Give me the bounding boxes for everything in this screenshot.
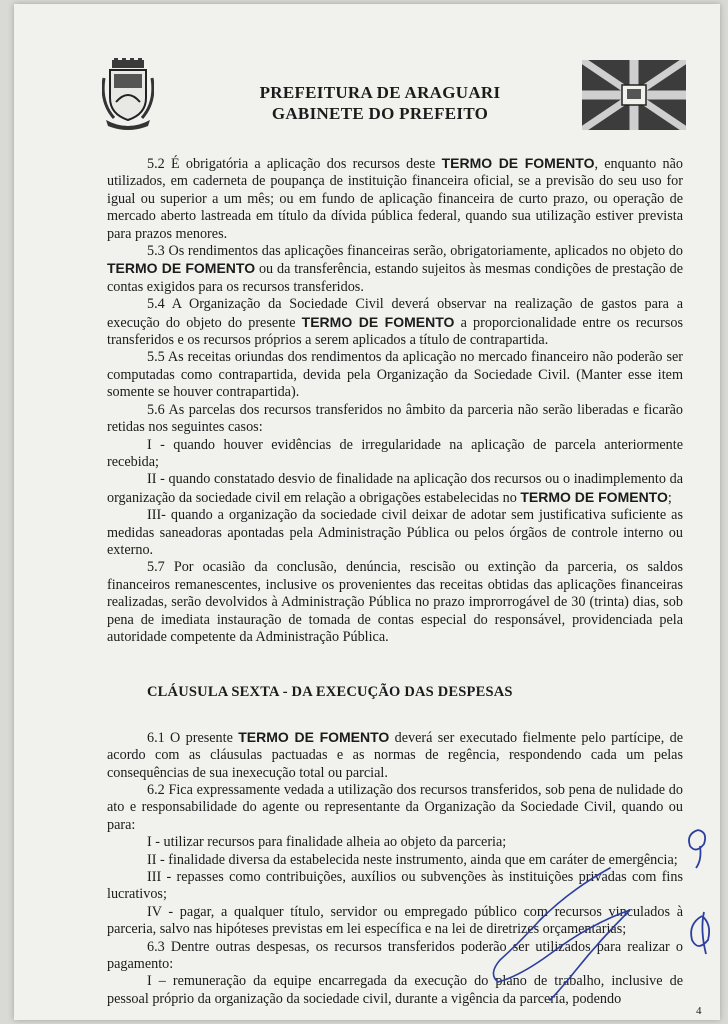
paragraph-5-4 bbox=[107, 296, 683, 349]
letterhead-line-2: GABINETE DO PREFEITO bbox=[271, 104, 489, 123]
paragraph-5-3-text-a: 5.3 Os rendimentos das aplicações financeiras serão, obrigatoriamente, aplicados no objeto do bbox=[147, 243, 683, 260]
item-5-6-ii-text-a: II - quando constatado desvio de finalidade na aplicação dos recursos ou o inadimplemento da organização da sociedade civil em relação a obrigações estabelecidas no bbox=[107, 471, 683, 506]
coat-of-arms-icon bbox=[102, 58, 154, 130]
paragraph-6-1 bbox=[107, 729, 683, 782]
paragraph-6-1-text-b: deverá ser executado fielmente pelo partícipe, de acordo com as cláusulas pactuadas e as normas de regência, respondendo cada um pelas consequências de sua inexecução total ou parcial. bbox=[107, 729, 683, 781]
paragraph-5-7: 5.7 Por ocasião da conclusão, denúncia, rescisão ou extinção da parceria, os saldos financeiros remanescentes, inclusive os provenientes das receitas obtidas das aplicações financeiras realizadas, serão devolvidos à Administração Pública no prazo improrrogável de 30 (trinta) dias, sob pena de imediata instauração de tomada de contas especial do responsável, providenciada pela autoridade competente da Administração Pública. bbox=[107, 559, 683, 645]
paragraph-5-4-text-a: 5.4 A Organização da Sociedade Civil deverá observar na realização de gastos para a execução do objeto do presente bbox=[107, 296, 683, 331]
letterhead-title bbox=[210, 82, 550, 124]
paragraph-6-1-text-a: 6.1 O presente bbox=[147, 729, 239, 746]
item-5-6-ii-text-b: ; bbox=[667, 489, 672, 506]
item-6-2-iv: IV - pagar, a qualquer título, servidor ou empregado público com recursos vinculados à parceria, salvo nas hipóteses previstas em lei específica e na lei de diretrizes orçamentárias; bbox=[107, 903, 683, 938]
paragraph-5-2-text-b: , enquanto não utilizados, em caderneta de poupança de instituição financeira oficial, se a previsão do seu uso for igual ou superior a um mês; ou em fundo de aplicação financeira de curto prazo, ou operação de mercado aberto lastreada em título da dívida pública federal, quando sua utilização estiver prevista para prazos menores. bbox=[107, 156, 683, 242]
item-6-2-ii: II - finalidade diversa da estabelecida neste instrumento, ainda que em caráter de emergência; bbox=[147, 851, 678, 868]
city-flag-icon bbox=[582, 60, 686, 130]
paragraph-5-3 bbox=[107, 243, 683, 296]
paragraph-5-5: 5.5 As receitas oriundas dos rendimentos da aplicação no mercado financeiro não poderão ser computadas como contrapartida, devida pela Organização da Sociedade Civil. (Manter esse item somente se houver contrapartida). bbox=[107, 349, 683, 401]
paragraph-5-4-text-b: a proporcionalidade entre os recursos transferidos e os recursos próprios a serem aplicados a título de contrapartida. bbox=[107, 314, 683, 349]
item-6-3-i: I – remuneração da equipe encarregada da execução do plano de trabalho, inclusive de pessoal próprio da organização da sociedade civil, durante a vigência da parceria, podendo bbox=[107, 973, 683, 1007]
item-5-6-iii: III- quando a organização da sociedade civil deixar de adotar sem justificativa suficiente as medidas saneadoras apontadas pela Administração Pública ou pelos órgãos de controle interno ou externo. bbox=[107, 507, 683, 558]
paragraph-6-3: 6.3 Dentre outras despesas, os recursos transferidos poderão ser utilizados para realizar o pagamento: bbox=[107, 938, 683, 973]
term-de-fomento: TERMO DE FOMENTO bbox=[301, 313, 455, 330]
paragraph-5-2-text-a: 5.2 É obrigatória a aplicação dos recursos deste bbox=[147, 156, 442, 172]
letterhead-line-1: PREFEITURA DE ARAGUARI bbox=[259, 83, 501, 102]
paragraph-6-2: 6.2 Fica expressamente vedada a utilização dos recursos transferidos, sob pena de nulidade do ato e responsabilidade do agente ou representante da Organização da Sociedade Civil, quando ou para: bbox=[107, 782, 683, 833]
clause-heading: CLÁUSULA SEXTA - DA EXECUÇÃO DAS DESPESAS bbox=[147, 684, 513, 701]
item-5-6-i: I - quando houver evidências de irregularidade na aplicação de parcela anteriormente recebida; bbox=[107, 436, 683, 470]
term-de-fomento: TERMO DE FOMENTO bbox=[238, 728, 390, 745]
document-body bbox=[107, 155, 683, 1008]
term-de-fomento: TERMO DE FOMENTO bbox=[107, 260, 256, 277]
page-number: 4 bbox=[696, 1005, 702, 1017]
item-5-6-ii bbox=[107, 471, 683, 507]
paragraph-5-3-text-b: ou da transferência, estando sujeitos às mesmas condições de prestação de contas exigidos para os recursos transferidos. bbox=[107, 261, 683, 295]
item-6-2-i: I - utilizar recursos para finalidade alheia ao objeto da parceria; bbox=[147, 834, 507, 851]
paragraph-5-6: 5.6 As parcelas dos recursos transferidos no âmbito da parceria não serão liberadas e ficarão retidas nos seguintes casos: bbox=[107, 401, 683, 436]
term-de-fomento: TERMO DE FOMENTO bbox=[441, 155, 595, 171]
letterhead bbox=[0, 0, 728, 150]
paragraph-5-2 bbox=[107, 155, 683, 243]
item-6-2-iii: III - repasses como contribuições, auxílios ou subvenções às instituições privadas com fins lucrativos; bbox=[107, 869, 683, 903]
term-de-fomento: TERMO DE FOMENTO bbox=[520, 488, 668, 505]
